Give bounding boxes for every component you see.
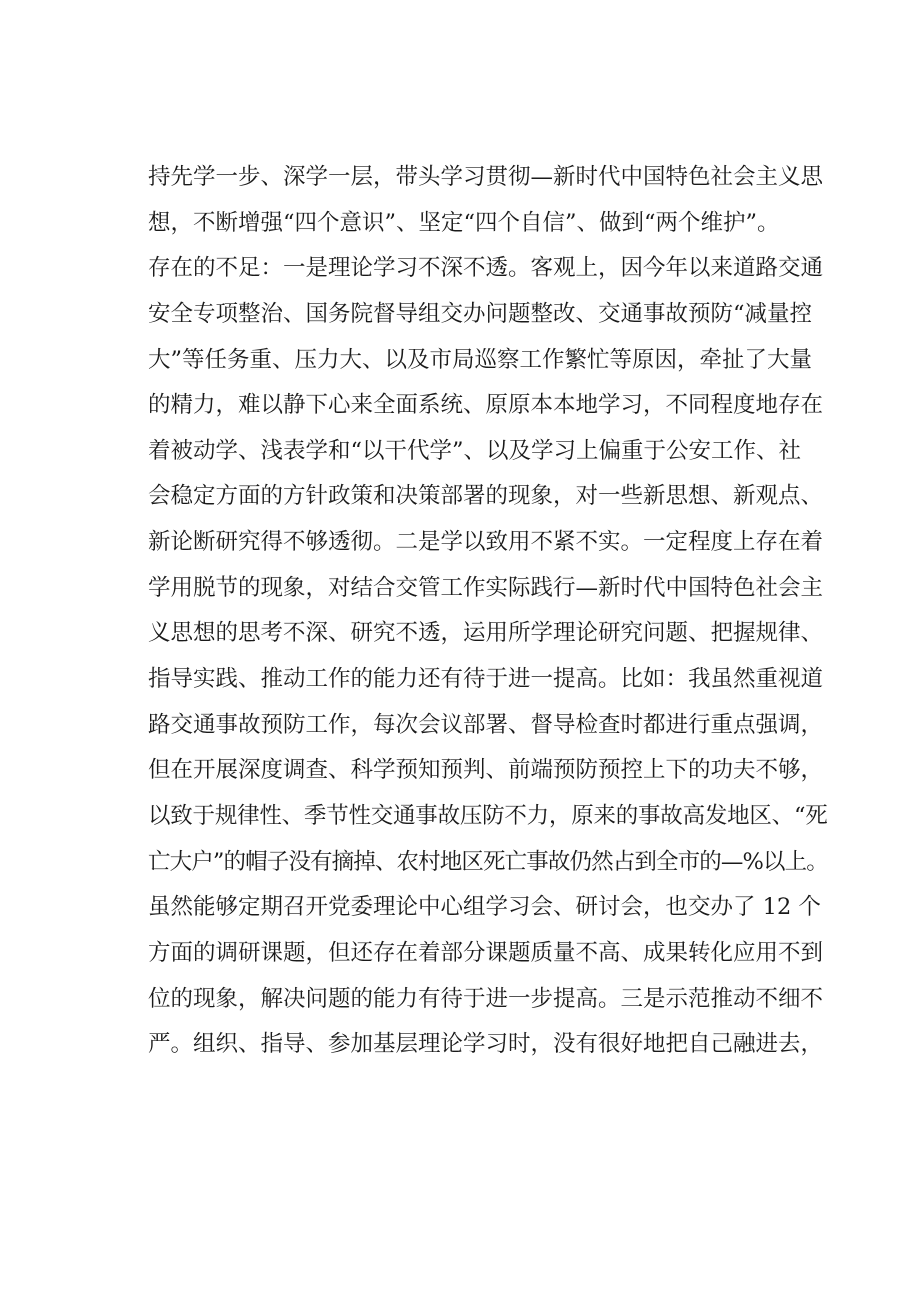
text-line: 义思想的思考不深、研究不透，运用所学理论研究问题、把握规律、 — [148, 620, 824, 647]
text-line: 会稳定方面的方针政策和决策部署的现象，对一些新思想、新观点、 — [148, 483, 824, 510]
text-line: 虽然能够定期召开党委理论中心组学习会、研讨会，也交办了 12 个 — [148, 894, 821, 921]
text-line: 着被动学、浅表学和“以干代学”、以及学习上偏重于公安工作、社 — [148, 437, 802, 464]
text-line: 的精力，难以静下心来全面系统、原原本本地学习，不同程度地存在 — [148, 392, 824, 419]
text-line: 但在开展深度调查、科学预知预判、前端预防预控上下的功夫不够， — [148, 757, 824, 784]
text-line: 学用脱节的现象，对结合交管工作实际践行—新时代中国特色社会主 — [148, 574, 824, 601]
text-line: 新论断研究得不够透彻。二是学以致用不紧不实。一定程度上存在着 — [148, 529, 824, 556]
text-line: 指导实践、推动工作的能力还有待于进一提高。比如：我虽然重视道 — [148, 666, 824, 693]
text-line: 路交通事故预防工作，每次会议部署、督导检查时都进行重点强调， — [148, 711, 824, 738]
text-line: 位的现象，解决问题的能力有待于进一步提高。三是示范推动不细不 — [148, 985, 824, 1012]
text-line: 安全专项整治、国务院督导组交办问题整改、交通事故预防“减量控 — [148, 300, 813, 327]
text-line: 持先学一步、深学一层，带头学习贯彻—新时代中国特色社会主义思 — [148, 164, 824, 190]
text-line: 以致于规律性、季节性交通事故压防不力，原来的事故高发地区、“死 — [148, 802, 828, 829]
text-line: 亡大户”的帽子没有摘掉、农村地区死亡事故仍然占到全市的—%以上。 — [148, 848, 828, 875]
body-text — [148, 155, 828, 1068]
text-line: 方面的调研课题，但还存在着部分课题质量不高、成果转化应用不到 — [148, 939, 824, 966]
text-line: 严。组织、指导、参加基层理论学习时，没有很好地把自己融进去， — [148, 1031, 824, 1058]
text-line: 存在的不足：一是理论学习不深不透。客观上，因今年以来道路交通 — [148, 255, 824, 282]
text-line: 想，不断增强“四个意识”、坚定“四个自信”、做到“两个维护”。 — [148, 209, 780, 236]
text-line: 大”等任务重、压力大、以及市局巡察工作繁忙等原因，牵扯了大量 — [148, 346, 813, 373]
